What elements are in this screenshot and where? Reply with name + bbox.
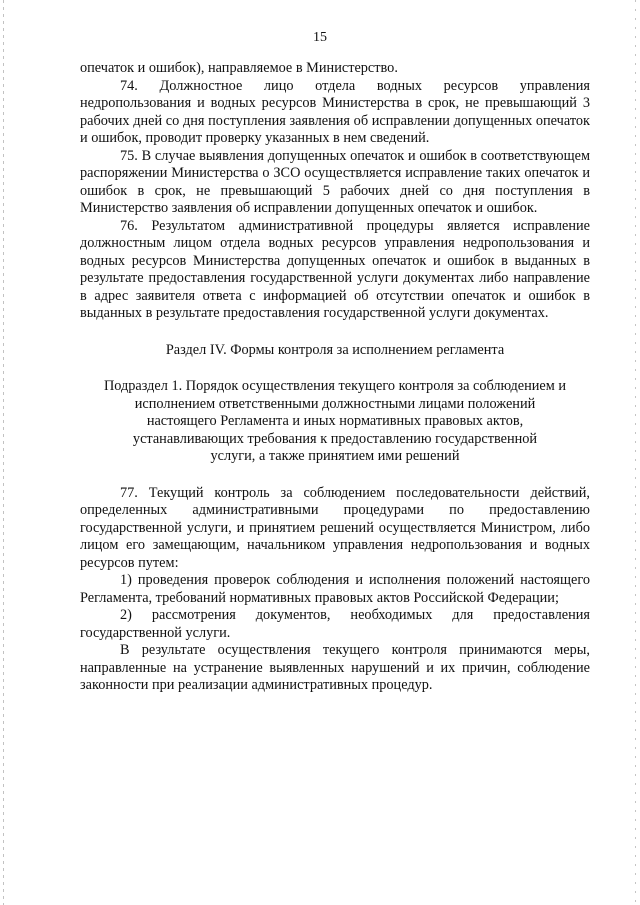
paragraph-77-result: В результате осуществления текущего контроля принимаются меры, направленные на устранение выявленных нарушений и их причин, соблюдение законности при реализации административных процедур. <box>80 642 590 693</box>
subsection-title <box>80 378 590 466</box>
document-body <box>80 60 590 695</box>
paragraph-77-item-1: 1) проведения проверок соблюдения и исполнения положений настоящего Регламента, требований нормативных правовых актов Российской Федерации; <box>80 572 590 606</box>
paragraph-74: 74. Должностное лицо отдела водных ресурсов управления недропользования и водных ресурсов Министерства в срок, не превышающий 3 рабочих дней со дня поступления заявления об исправлении допущенных опечаток и ошибок, проводит проверку указанных в нем сведений. <box>80 77 590 146</box>
subsection-title-line: устанавливающих требования к предоставлению государственной <box>132 430 538 447</box>
subsection-title-line: услуги, а также принятием ими решений <box>210 448 460 464</box>
page-number: 15 <box>313 30 327 45</box>
subsection-title-line: исполнением ответственными должностными лицами положений <box>134 395 536 412</box>
paragraph-75: 75. В случае выявления допущенных опечаток и ошибок в соответствующем распоряжении Министерства о ЗСО осуществляется исправление таких опечаток и ошибок в срок, не превышающий 5 рабочих дней со дня поступления в Министерство заявления об исправлении допущенных опечаток и ошибок. <box>80 147 590 216</box>
section-title: Раздел IV. Формы контроля за исполнением регламента <box>165 341 505 358</box>
scan-edge-left <box>3 0 4 905</box>
paragraph-76: 76. Результатом административной процедуры является исправление должностным лицом отдела водных ресурсов управления недропользования и водных ресурсов Министерства допущенных опечаток и ошибок в выданных в результате предоставления государственной услуги документах либо направление в адрес заявителя ответа с информацией об отсутствии опечаток и ошибок в выданных в результате предоставления государственной услуги документах. <box>80 217 590 321</box>
subsection-title-line: Подраздел 1. Порядок осуществления текущего контроля за соблюдением и <box>103 378 567 394</box>
paragraph-77: 77. Текущий контроль за соблюдением последовательности действий, определенных административными процедурами по предоставлению государственной услуги, и принятием решений осуществляется Министром, либо лицом его замещающим, начальником управления недропользования и водных ресурсов путем: <box>80 484 590 571</box>
paragraph-77-item-2: 2) рассмотрения документов, необходимых для предоставления государственной услуги. <box>80 607 590 641</box>
scan-edge-right <box>635 0 636 905</box>
subsection-title-line: настоящего Регламента и иных нормативных правовых актов, <box>146 413 524 429</box>
paragraph-continuation: опечаток и ошибок), направляемое в Министерство. <box>80 60 398 76</box>
